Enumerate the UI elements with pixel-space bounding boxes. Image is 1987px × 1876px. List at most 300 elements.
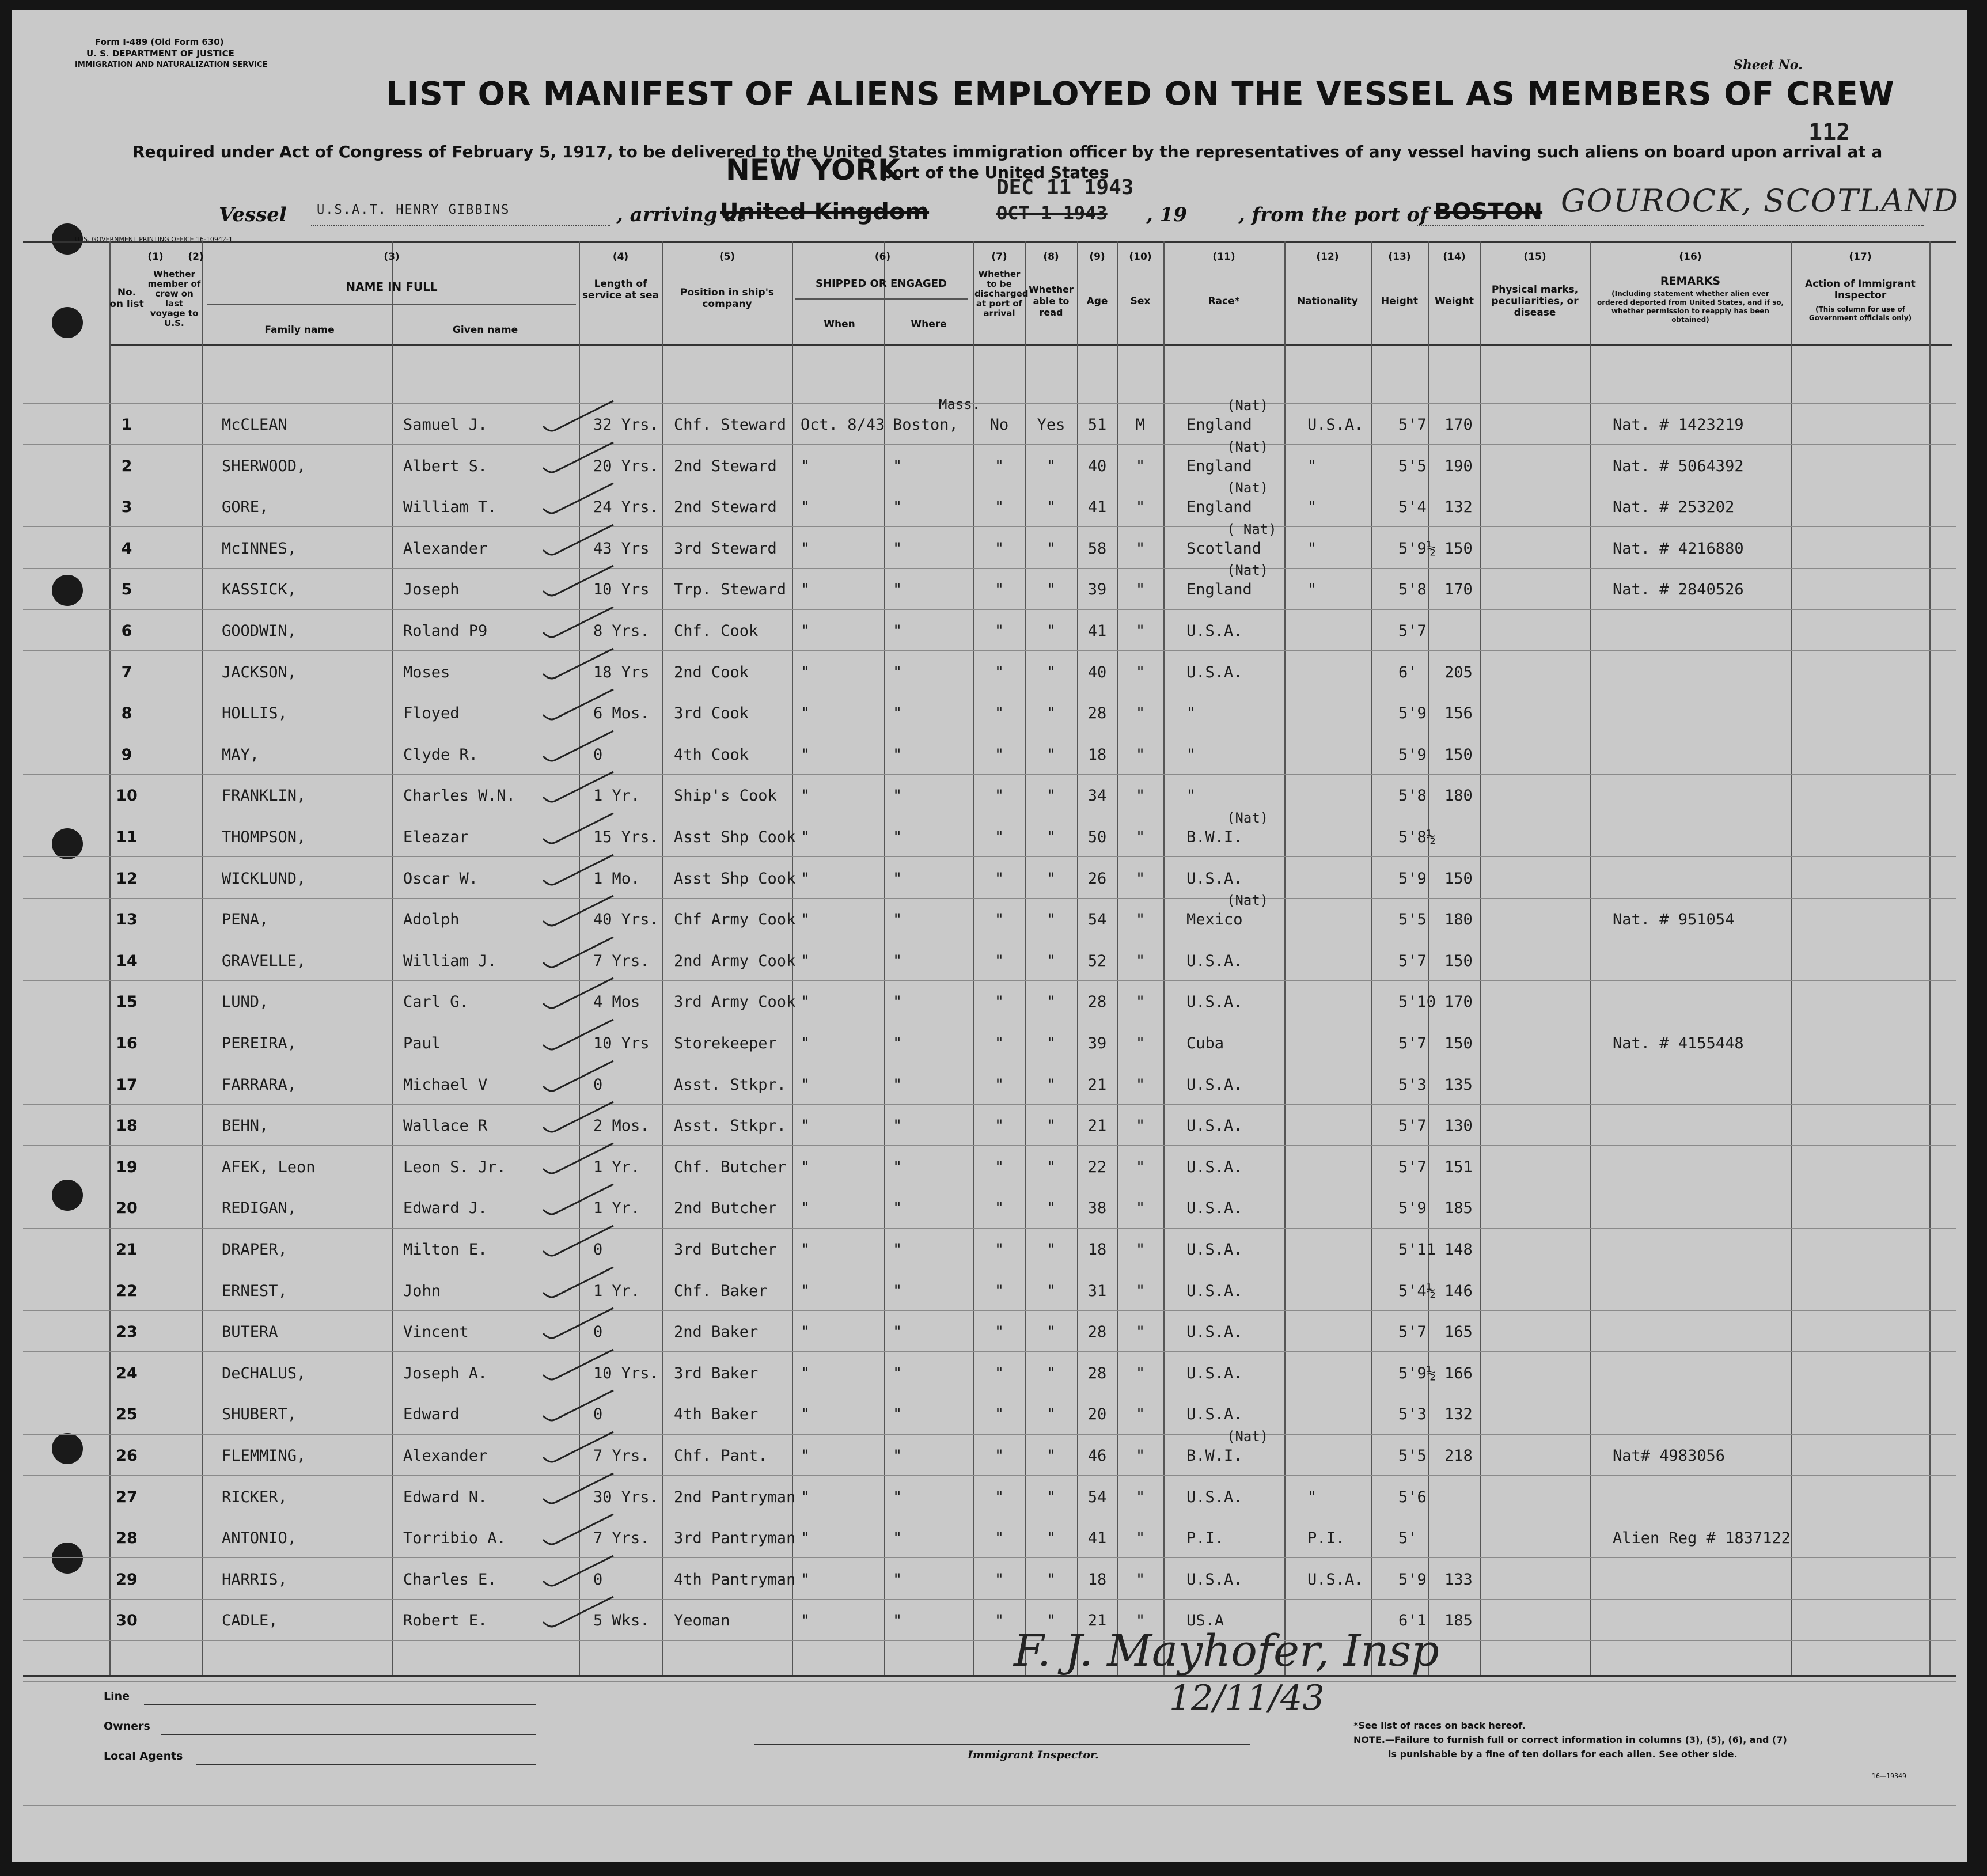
cell-given: Joseph: [403, 581, 460, 599]
cell-given: John: [403, 1282, 441, 1300]
cell-service: 0: [593, 1323, 603, 1341]
cell-race: ": [1186, 745, 1196, 764]
cell-race: US.A: [1186, 1612, 1224, 1630]
cell-discharged: ": [994, 704, 1004, 723]
check-mark-icon: [539, 1180, 619, 1220]
table-row: [12, 938, 1967, 979]
cell-given: Albert S.: [403, 457, 488, 475]
cell-read: ": [1046, 1034, 1056, 1052]
col-num: (9): [1089, 251, 1105, 263]
cell-discharged: ": [994, 1364, 1004, 1382]
cell-service: 10 Yrs: [593, 581, 650, 599]
hdr-length-service: Length of service at sea: [582, 278, 659, 301]
check-mark-icon: [539, 1510, 619, 1550]
cell-age: 34: [1087, 787, 1107, 805]
cell-weight: 150: [1444, 539, 1473, 558]
cell-read: ": [1046, 1364, 1056, 1382]
cell-position: 3rd Steward: [674, 539, 777, 558]
cell-where: ": [893, 498, 903, 517]
cell-height: 5'7: [1398, 416, 1427, 434]
year-prefix: , 19: [1146, 203, 1187, 226]
cell-read: ": [1046, 787, 1056, 805]
cell-height: 5'9: [1398, 869, 1427, 888]
hdr-no-on-list: No. on list: [109, 287, 144, 310]
cell-read: ": [1046, 993, 1056, 1011]
cell-where: ": [893, 993, 903, 1011]
cell-when: Oct. 8/43: [801, 416, 885, 434]
col-num: (4): [612, 251, 629, 263]
cell-height: 5'3: [1398, 1405, 1427, 1424]
cell-age: 58: [1087, 539, 1107, 558]
table-row: [12, 691, 1967, 731]
cell-no: 25: [116, 1405, 138, 1424]
table-row: [12, 1392, 1967, 1432]
cell-age: 18: [1087, 1241, 1107, 1259]
cell-read: ": [1046, 1282, 1056, 1300]
cell-when: ": [801, 622, 810, 640]
inspector-label: Immigrant Inspector.: [968, 1749, 1099, 1761]
cell-no: 13: [116, 911, 138, 929]
cell-race: U.S.A.: [1186, 1158, 1243, 1176]
cell-family: REDIGAN,: [222, 1199, 297, 1218]
cell-when: ": [801, 1364, 810, 1382]
cell-nationality: ": [1307, 581, 1317, 599]
cell-age: 51: [1087, 416, 1107, 434]
owners-label: Owners: [104, 1720, 150, 1733]
cell-when: ": [801, 663, 810, 681]
cell-sex: ": [1135, 1158, 1146, 1176]
cell-read: ": [1046, 952, 1056, 970]
cell-discharged: ": [994, 622, 1004, 640]
cell-race: U.S.A.: [1186, 1364, 1243, 1382]
cell-where: ": [893, 1364, 903, 1382]
hdr-position: Position in ship's company: [680, 287, 775, 310]
cell-height: 5'3: [1398, 1075, 1427, 1094]
cell-service: 0: [593, 745, 603, 764]
cell-family: GORE,: [222, 498, 269, 517]
cell-height: 5'9: [1398, 745, 1427, 764]
cell-height: 6'1: [1398, 1612, 1427, 1630]
cell-given: Clyde R.: [403, 745, 479, 764]
cell-given: Roland P9: [403, 622, 488, 640]
cell-weight: 150: [1444, 745, 1473, 764]
cell-age: 39: [1087, 1034, 1107, 1052]
cell-given: Torribio A.: [403, 1529, 506, 1548]
cell-race: U.S.A.: [1186, 1488, 1243, 1506]
check-mark-icon: [539, 561, 619, 601]
cell-age: 31: [1087, 1282, 1107, 1300]
cell-sex: ": [1135, 622, 1146, 640]
cell-family: HARRIS,: [222, 1570, 287, 1589]
cell-family: SHERWOOD,: [222, 457, 306, 475]
cell-height: 5'9: [1398, 704, 1427, 723]
cell-read: ": [1046, 663, 1056, 681]
line-label: Line: [104, 1690, 130, 1703]
form-code: 16—19349: [1872, 1772, 1906, 1780]
cell-where: ": [893, 1612, 903, 1630]
cell-height: 5'8: [1398, 787, 1427, 805]
cell-family: McCLEAN: [222, 416, 287, 434]
manifest-sheet: [12, 10, 1967, 1862]
cell-discharged: ": [994, 1241, 1004, 1259]
cell-service: 8 Yrs.: [593, 622, 650, 640]
cell-no: 30: [116, 1612, 138, 1630]
table-row: [12, 438, 1967, 484]
cell-position: 2nd Pantryman: [674, 1488, 796, 1506]
hdr-nationality: Nationality: [1297, 295, 1358, 307]
cell-position: Yeoman: [674, 1612, 730, 1630]
col-num: (16): [1679, 251, 1702, 263]
from-struck: BOSTON: [1434, 199, 1543, 225]
cell-race-note: (Nat): [1227, 397, 1269, 414]
cell-discharged: ": [994, 581, 1004, 599]
cell-where: ": [893, 1117, 903, 1135]
cell-read: ": [1046, 622, 1056, 640]
cell-weight: 132: [1444, 1405, 1473, 1424]
cell-race: U.S.A.: [1186, 993, 1243, 1011]
date-stamp: DEC 11 1943: [996, 176, 1134, 199]
cell-family: WICKLUND,: [222, 869, 306, 888]
cell-nationality: ": [1307, 457, 1317, 475]
cell-service: 15 Yrs.: [593, 828, 659, 846]
cell-family: HOLLIS,: [222, 704, 287, 723]
cell-height: 5'10: [1398, 993, 1436, 1011]
cell-nationality: P.I.: [1307, 1529, 1345, 1548]
cell-height: 5'4: [1398, 498, 1427, 517]
cell-sex: ": [1135, 1075, 1146, 1094]
table-row: [12, 608, 1967, 649]
cell-age: 21: [1087, 1612, 1107, 1630]
cell-position: Chf. Steward: [674, 416, 787, 434]
cell-read: ": [1046, 828, 1056, 846]
table-row: [12, 979, 1967, 1020]
hdr-physical: Physical marks, peculiarities, or disease: [1491, 284, 1579, 319]
cell-no: 27: [116, 1488, 138, 1506]
cell-read: ": [1046, 1612, 1056, 1630]
cell-height: 5'9: [1398, 1199, 1427, 1218]
cell-family: AFEK, Leon: [222, 1158, 316, 1176]
cell-family: SHUBERT,: [222, 1405, 297, 1424]
cell-sex: ": [1135, 1529, 1146, 1548]
check-mark-icon: [539, 1551, 619, 1591]
cell-discharged: ": [994, 1488, 1004, 1506]
cell-when: ": [801, 1117, 810, 1135]
cell-no: 21: [116, 1241, 138, 1259]
check-mark-icon: [539, 973, 619, 1014]
cell-nationality: ": [1307, 498, 1317, 517]
cell-no: 10: [116, 787, 138, 805]
cell-weight: 170: [1444, 581, 1473, 599]
cell-family: PEREIRA,: [222, 1034, 297, 1052]
cell-weight: 151: [1444, 1158, 1473, 1176]
table-row: [12, 856, 1967, 896]
hdr-given-name: Given name: [452, 324, 518, 336]
cell-service: 7 Yrs.: [593, 952, 650, 970]
hdr-weight: Weight: [1435, 295, 1474, 307]
cell-service: 18 Yrs: [593, 663, 650, 681]
cell-discharged: ": [994, 1199, 1004, 1218]
cell-where: ": [893, 1034, 903, 1052]
check-mark-icon: [539, 933, 619, 973]
cell-discharged: ": [994, 663, 1004, 681]
cell-where: ": [893, 457, 903, 475]
cell-family: McINNES,: [222, 539, 297, 558]
service: IMMIGRATION AND NATURALIZATION SERVICE: [75, 60, 268, 69]
cell-sex: ": [1135, 1199, 1146, 1218]
cell-race-note: (Nat): [1227, 892, 1269, 909]
cell-no: 9: [121, 745, 132, 764]
cell-discharged: ": [994, 869, 1004, 888]
cell-age: 54: [1087, 911, 1107, 929]
cell-race: Cuba: [1186, 1034, 1224, 1052]
cell-no: 29: [116, 1570, 138, 1589]
check-mark-icon: [539, 520, 619, 560]
col-num: (11): [1212, 251, 1235, 263]
cell-given: William J.: [403, 952, 497, 970]
cell-sex: ": [1135, 457, 1146, 475]
cell-where: ": [893, 952, 903, 970]
cell-height: 5'7: [1398, 1158, 1427, 1176]
cell-when: ": [801, 1488, 810, 1506]
cell-race: U.S.A.: [1186, 1199, 1243, 1218]
cell-no: 15: [116, 993, 138, 1011]
col-num: (17): [1849, 251, 1872, 263]
cell-when: ": [801, 1323, 810, 1341]
sheet-label: Sheet No.: [1734, 58, 1803, 73]
table-row: [12, 650, 1967, 690]
cell-service: 6 Mos.: [593, 704, 650, 723]
cell-family: FLEMMING,: [222, 1447, 306, 1465]
cell-family: FARRARA,: [222, 1075, 297, 1094]
table-row: [12, 1103, 1967, 1143]
cell-read: ": [1046, 1199, 1056, 1218]
from-label: , from the port of: [1238, 203, 1428, 226]
cell-race: ": [1186, 787, 1196, 805]
hdr-shipped-engaged: SHIPPED OR ENGAGED: [815, 278, 947, 290]
hdr-remarks-note: (Including statement whether alien ever ordered deported from United States, and if so, whether permission to reapply has been obtained): [1597, 290, 1784, 324]
cell-read: ": [1046, 745, 1056, 764]
cell-when: ": [801, 1570, 810, 1589]
cell-service: 1 Mo.: [593, 869, 640, 888]
department: U. S. DEPARTMENT OF JUSTICE: [86, 48, 234, 59]
cell-when: ": [801, 1447, 810, 1465]
cell-age: 52: [1087, 952, 1107, 970]
check-mark-icon: [539, 644, 619, 684]
cell-given: Milton E.: [403, 1241, 488, 1259]
cell-discharged: ": [994, 787, 1004, 805]
hdr-name-in-full: NAME IN FULL: [346, 280, 438, 294]
cell-family: FRANKLIN,: [222, 787, 306, 805]
cell-race: U.S.A.: [1186, 663, 1243, 681]
cell-race: England: [1186, 498, 1252, 517]
cell-position: Asst Shp Cook: [674, 828, 796, 846]
check-mark-icon: [539, 1427, 619, 1468]
cell-position: 4th Cook: [674, 745, 749, 764]
cell-service: 7 Yrs.: [593, 1447, 650, 1465]
cell-weight: 148: [1444, 1241, 1473, 1259]
cell-when: ": [801, 869, 810, 888]
cell-read: ": [1046, 704, 1056, 723]
cell-race: Scotland: [1186, 539, 1262, 558]
cell-discharged: ": [994, 457, 1004, 475]
signature-date: 12/11/43: [1169, 1678, 1325, 1718]
cell-race: U.S.A.: [1186, 1075, 1243, 1094]
cell-sex: ": [1135, 1364, 1146, 1382]
cell-remarks: Nat. # 2840526: [1613, 581, 1744, 599]
cell-family: PENA,: [222, 911, 269, 929]
table-row: [12, 480, 1967, 525]
cell-position: 3rd Baker: [674, 1364, 759, 1382]
cell-service: 43 Yrs: [593, 539, 650, 558]
cell-given: Charles W.N.: [403, 787, 516, 805]
cell-height: 5'7: [1398, 952, 1427, 970]
cell-age: 28: [1087, 1323, 1107, 1341]
table-row: [12, 1309, 1967, 1350]
cell-read: ": [1046, 1447, 1056, 1465]
check-mark-icon: [539, 479, 619, 519]
cell-weight: 166: [1444, 1364, 1473, 1382]
cell-no: 23: [116, 1323, 138, 1341]
cell-race: England: [1186, 416, 1252, 434]
check-mark-icon: [539, 1345, 619, 1385]
cell-nationality: U.S.A.: [1307, 1570, 1364, 1589]
cell-discharged: ": [994, 1158, 1004, 1176]
cell-no: 18: [116, 1117, 138, 1135]
cell-position: Chf. Pant.: [674, 1447, 768, 1465]
cell-age: 28: [1087, 1364, 1107, 1382]
table-row: [12, 1021, 1967, 1061]
cell-sex: ": [1135, 1488, 1146, 1506]
cell-given: Vincent: [403, 1323, 469, 1341]
cell-position: 4th Pantryman: [674, 1570, 796, 1589]
cell-height: 5'5: [1398, 1447, 1427, 1465]
cell-sex: ": [1135, 1570, 1146, 1589]
cell-when: ": [801, 787, 810, 805]
cell-family: RICKER,: [222, 1488, 287, 1506]
cell-position: 3rd Pantryman: [674, 1529, 796, 1548]
cell-sex: ": [1135, 1323, 1146, 1341]
cell-remarks: Nat. # 253202: [1613, 498, 1735, 517]
cell-service: 1 Yr.: [593, 1199, 640, 1218]
cell-discharged: ": [994, 498, 1004, 517]
cell-service: 0: [593, 1570, 603, 1589]
cell-sex: ": [1135, 828, 1146, 846]
cell-no: 22: [116, 1282, 138, 1300]
cell-read: ": [1046, 498, 1056, 517]
col-num: (7): [991, 251, 1007, 263]
cell-weight: 180: [1444, 911, 1473, 929]
cell-height: 5'9½: [1398, 1364, 1436, 1382]
cell-no: 20: [116, 1199, 138, 1218]
cell-given: Wallace R: [403, 1117, 488, 1135]
cell-weight: 165: [1444, 1323, 1473, 1341]
local-agents-label: Local Agents: [104, 1750, 183, 1763]
cell-race: U.S.A.: [1186, 869, 1243, 888]
cell-where: ": [893, 1199, 903, 1218]
cell-where: ": [893, 622, 903, 640]
cell-age: 54: [1087, 1488, 1107, 1506]
cell-sex: ": [1135, 1447, 1146, 1465]
check-mark-icon: [539, 1386, 619, 1426]
cell-where: ": [893, 1323, 903, 1341]
cell-position: Chf. Butcher: [674, 1158, 787, 1176]
cell-no: 11: [116, 828, 138, 846]
cell-race: U.S.A.: [1186, 1405, 1243, 1424]
cell-race: U.S.A.: [1186, 952, 1243, 970]
cell-when: ": [801, 457, 810, 475]
cell-race: U.S.A.: [1186, 1323, 1243, 1341]
cell-service: 40 Yrs.: [593, 911, 659, 929]
cell-nationality: ": [1307, 1488, 1317, 1506]
cell-where: Boston,: [893, 416, 958, 434]
cell-where-note: Mass.: [939, 396, 981, 412]
cell-read: ": [1046, 457, 1056, 475]
cell-when: ": [801, 539, 810, 558]
check-mark-icon: [539, 1469, 619, 1509]
cell-service: 10 Yrs: [593, 1034, 650, 1052]
cell-discharged: ": [994, 1529, 1004, 1548]
cell-race-note: (Nat): [1227, 1428, 1269, 1445]
check-mark-icon: [539, 767, 619, 808]
cell-where: ": [893, 1488, 903, 1506]
hdr-age: Age: [1086, 295, 1108, 307]
col-num: (15): [1523, 251, 1546, 263]
cell-family: LUND,: [222, 993, 269, 1011]
cell-no: 5: [121, 581, 132, 599]
cell-where: ": [893, 704, 903, 723]
cell-remarks: Nat. # 1423219: [1613, 416, 1744, 434]
cell-position: 2nd Steward: [674, 457, 777, 475]
hdr-action-note: (This column for use of Government officials only): [1808, 305, 1912, 322]
hdr-member-last-voyage: Whether member of crew on last voyage to U.S.: [147, 269, 201, 328]
cell-position: Asst. Stkpr.: [674, 1117, 787, 1135]
cell-race: U.S.A.: [1186, 1282, 1243, 1300]
cell-no: 24: [116, 1364, 138, 1382]
port-suffix: port of the United States: [881, 163, 1109, 182]
cell-read: ": [1046, 1529, 1056, 1548]
cell-race: England: [1186, 581, 1252, 599]
cell-weight: 170: [1444, 416, 1473, 434]
cell-service: 1 Yr.: [593, 1282, 640, 1300]
printing-office: U. S. GOVERNMENT PRINTING OFFICE 16-10942-1: [75, 236, 233, 243]
cell-remarks: Nat# 4983056: [1613, 1447, 1726, 1465]
cell-sex: ": [1135, 1117, 1146, 1135]
cell-position: Asst. Stkpr.: [674, 1075, 787, 1094]
hdr-where: Where: [911, 319, 947, 330]
cell-when: ": [801, 498, 810, 517]
cell-weight: 150: [1444, 952, 1473, 970]
cell-height: 5'7: [1398, 1034, 1427, 1052]
fine-note: NOTE.—Failure to furnish full or correct information in columns (3), (5), (6), and (7): [1353, 1734, 1787, 1745]
cell-position: Ship's Cook: [674, 787, 777, 805]
cell-position: 2nd Baker: [674, 1323, 759, 1341]
cell-sex: ": [1135, 663, 1146, 681]
cell-age: 18: [1087, 1570, 1107, 1589]
table-row: [12, 1268, 1967, 1309]
table-row: [12, 1185, 1967, 1226]
cell-family: BEHN,: [222, 1117, 269, 1135]
cell-when: ": [801, 952, 810, 970]
cell-service: 10 Yrs.: [593, 1364, 659, 1382]
cell-read: ": [1046, 1405, 1056, 1424]
cell-age: 40: [1087, 663, 1107, 681]
cell-sex: ": [1135, 952, 1146, 970]
cell-sex: ": [1135, 1034, 1146, 1052]
cell-discharged: ": [994, 1034, 1004, 1052]
cell-when: ": [801, 704, 810, 723]
cell-sex: ": [1135, 787, 1146, 805]
check-mark-icon: [539, 1592, 619, 1632]
